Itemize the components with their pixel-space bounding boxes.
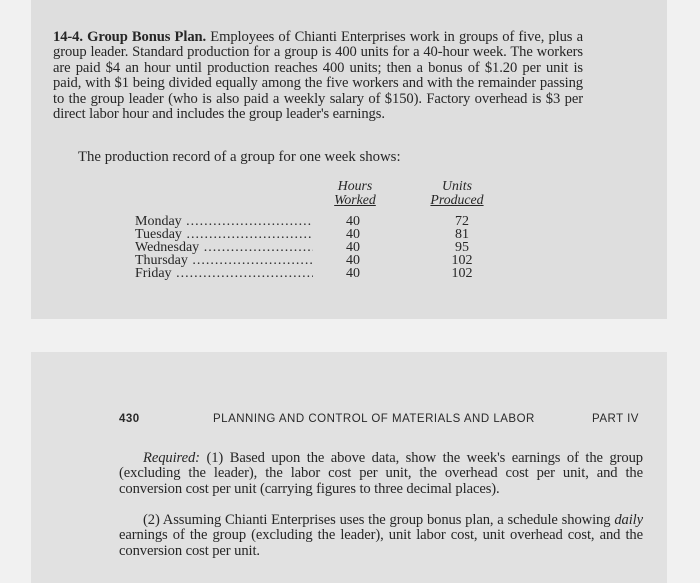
- table-row: [135, 254, 495, 267]
- problem-text: Employees of Chianti Enterprises work in groups of five, plus a group leader. Standard production for a group is 400 units for a 40-hour week. The workers are paid $4 an hour until production reaches 400 units; then a bonus of $1.20 per unit is paid, with $1 being divided equally among the five workers and with the remainder passing to the group leader (who is also paid a weekly salary of $150). Factory overhead is $3 per direct labor hour and includes the group leader's earnings.: [53, 29, 583, 123]
- problem-number: 14-4.: [53, 29, 83, 45]
- hours-header-line1: Hours: [337, 178, 373, 193]
- row-day: Friday .....: [135, 267, 313, 280]
- row-units: 95: [455, 239, 469, 255]
- part-label: PART IV: [592, 413, 639, 425]
- row-hours: 40: [346, 239, 360, 255]
- production-table: [135, 215, 495, 279]
- row-units: 81: [455, 226, 469, 242]
- row-hours: 40: [346, 214, 360, 229]
- table-row: [135, 267, 495, 280]
- units-header-line1: Units: [442, 178, 472, 193]
- row-day: Wednesday .....: [135, 241, 313, 254]
- table-row: [135, 241, 495, 254]
- hours-worked-header: [327, 179, 383, 207]
- required-part-1: [119, 451, 643, 497]
- required-2-text-a: (2) Assuming Chianti Enterprises uses the group bonus plan, a schedule showing: [143, 512, 611, 528]
- required-part-2: [119, 513, 643, 559]
- problem-paragraph: [53, 30, 583, 122]
- row-units: 72: [455, 214, 469, 229]
- problem-title: Group Bonus Plan.: [87, 29, 207, 45]
- row-day: Thursday .....: [135, 254, 313, 267]
- table-row: [135, 228, 495, 241]
- row-hours: 40: [346, 226, 360, 242]
- row-hours: 40: [346, 252, 360, 268]
- required-1-text: (1) Based upon the above data, show the week's earnings of the group (excluding the leader), the labor cost per unit, the overhead cost per unit, and the conversion cost per unit (carrying figures to three decimal places).: [119, 450, 643, 497]
- hours-header-line2: Worked: [334, 192, 376, 207]
- row-day: Tuesday .....: [135, 228, 313, 241]
- units-produced-header: [425, 179, 489, 207]
- required-label: Required:: [143, 450, 200, 466]
- table-intro: The production record of a group for one week shows:: [78, 149, 401, 165]
- row-units: 102: [451, 252, 473, 268]
- page-number: 430: [119, 413, 140, 425]
- textbook-page-top: [31, 0, 667, 319]
- textbook-page-bottom: [31, 352, 667, 583]
- table-row: [135, 215, 495, 228]
- row-day: Monday .....: [135, 215, 313, 228]
- row-units: 102: [451, 265, 473, 281]
- required-2-text-b: earnings of the group (excluding the leader), unit labor cost, unit overhead cost, and the conversion cost per unit.: [119, 527, 643, 559]
- row-hours: 40: [346, 265, 360, 281]
- running-title: PLANNING AND CONTROL OF MATERIALS AND LABOR: [213, 413, 535, 425]
- required-2-italic: daily: [614, 512, 643, 528]
- units-header-line2: Produced: [430, 192, 484, 207]
